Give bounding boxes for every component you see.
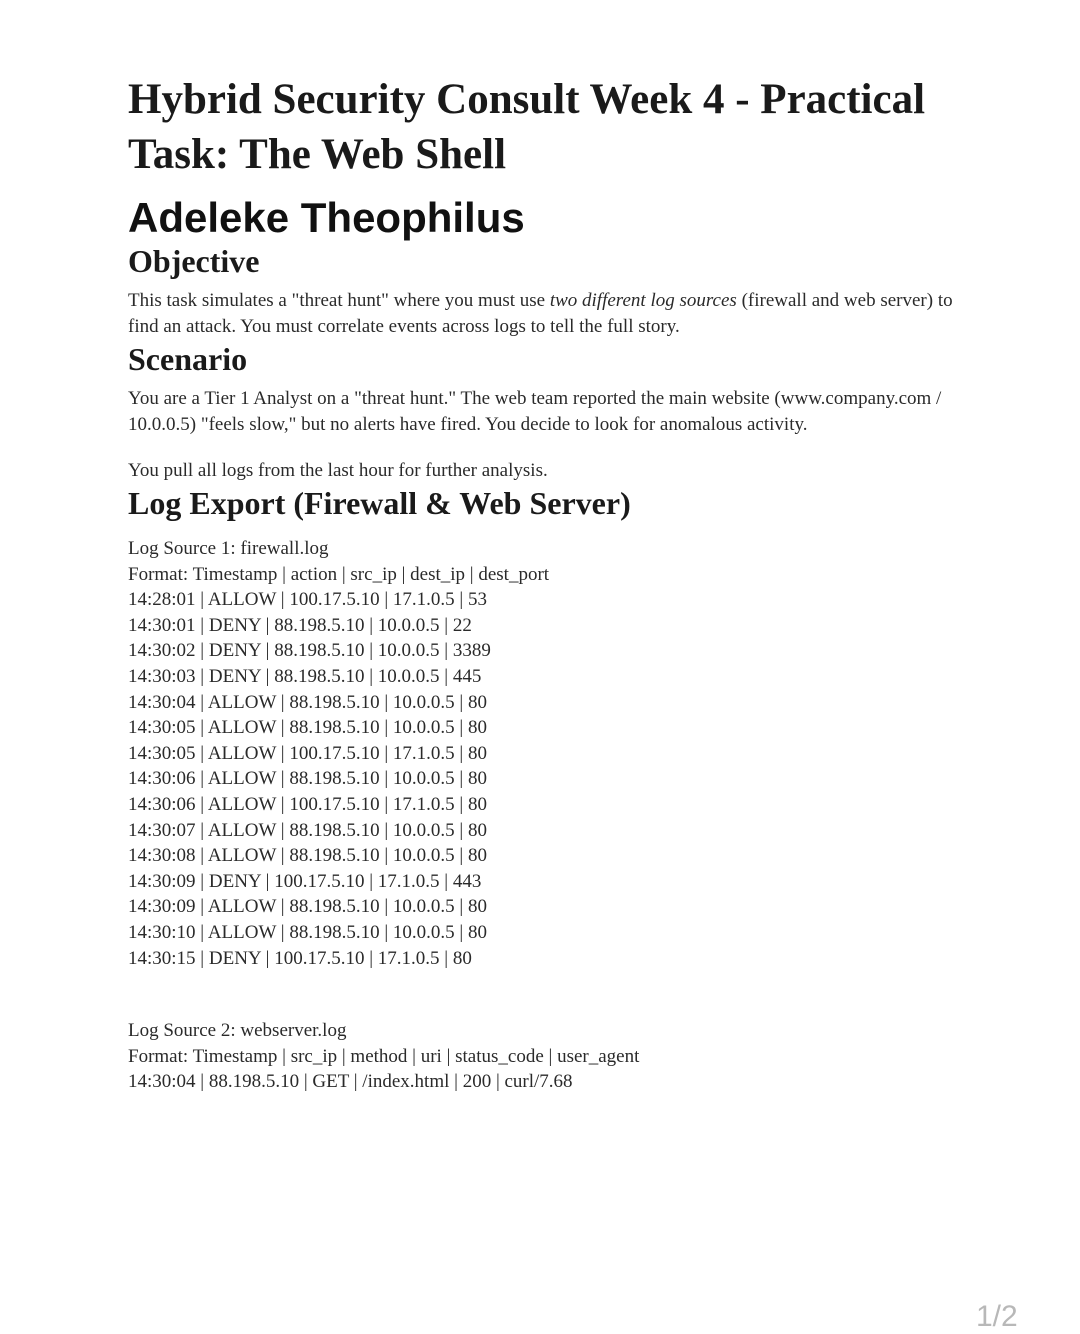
- firewall-log-entry: 14:28:01 | ALLOW | 100.17.5.10 | 17.1.0.5 | 53: [128, 589, 487, 611]
- firewall-log-entry: 14:30:06 | ALLOW | 100.17.5.10 | 17.1.0.5 | 80: [128, 793, 487, 815]
- page-indicator: 1/2: [976, 1300, 1018, 1333]
- author-name: Adeleke Theophilus: [128, 194, 525, 241]
- firewall-log-lines: [128, 587, 958, 971]
- firewall-log-block: [128, 536, 958, 971]
- firewall-log-source: Log Source 1: firewall.log: [128, 538, 329, 559]
- scenario-paragraph-1: You are a Tier 1 Analyst on a "threat hunt." The web team reported the main website (www.company.com / 10.0.0.5) "feels slow," but no alerts have fired. You decide to look for anomalous activity.: [128, 388, 942, 435]
- firewall-log-entry: 14:30:09 | ALLOW | 88.198.5.10 | 10.0.0.5 | 80: [128, 896, 487, 918]
- document-page: [128, 72, 958, 1095]
- firewall-log-entry: 14:30:05 | ALLOW | 100.17.5.10 | 17.1.0.5 | 80: [128, 742, 487, 764]
- firewall-log-entry: 14:30:09 | DENY | 100.17.5.10 | 17.1.0.5 | 443: [128, 870, 482, 892]
- firewall-log-entry: 14:30:06 | ALLOW | 88.198.5.10 | 10.0.0.5 | 80: [128, 768, 487, 790]
- firewall-log-entry: 14:30:02 | DENY | 88.198.5.10 | 10.0.0.5 | 3389: [128, 640, 491, 662]
- objective-heading: Objective: [128, 243, 260, 279]
- firewall-log-entry: 14:30:04 | ALLOW | 88.198.5.10 | 10.0.0.5 | 80: [128, 691, 487, 713]
- firewall-log-entry: 14:30:07 | ALLOW | 88.198.5.10 | 10.0.0.5 | 80: [128, 819, 487, 841]
- firewall-log-entry: 14:30:10 | ALLOW | 88.198.5.10 | 10.0.0.5 | 80: [128, 921, 487, 943]
- firewall-log-entry: 14:30:15 | DENY | 100.17.5.10 | 17.1.0.5 | 80: [128, 947, 472, 969]
- scenario-paragraph-2: You pull all logs from the last hour for further analysis.: [128, 460, 548, 481]
- objective-emphasis: two different log sources: [549, 290, 737, 311]
- webserver-log-lines: [128, 1069, 958, 1095]
- webserver-log-entry: 14:30:04 | 88.198.5.10 | GET | /index.html | 200 | curl/7.68: [128, 1071, 573, 1093]
- objective-paragraph: [128, 288, 958, 340]
- scenario-heading: Scenario: [128, 341, 248, 377]
- objective-text-after: (firewall and web server) to find an attack. You must correlate events across logs to tell the full story.: [128, 290, 953, 337]
- objective-text-before: This task simulates a "threat hunt" where you must use: [128, 290, 550, 311]
- webserver-log-block: [128, 1018, 958, 1095]
- document-title: Hybrid Security Consult Week 4 - Practical Task: The Web Shell: [128, 76, 926, 178]
- firewall-log-format: Format: Timestamp | action | src_ip | dest_ip | dest_port: [128, 563, 550, 585]
- firewall-log-entry: 14:30:08 | ALLOW | 88.198.5.10 | 10.0.0.5 | 80: [128, 845, 487, 867]
- firewall-log-entry: 14:30:03 | DENY | 88.198.5.10 | 10.0.0.5 | 445: [128, 665, 482, 687]
- firewall-log-entry: 14:30:01 | DENY | 88.198.5.10 | 10.0.0.5 | 22: [128, 614, 472, 636]
- webserver-log-source: Log Source 2: webserver.log: [128, 1020, 347, 1042]
- log-export-heading: Log Export (Firewall & Web Server): [128, 485, 631, 521]
- webserver-log-format: Format: Timestamp | src_ip | method | uri | status_code | user_agent: [128, 1045, 640, 1067]
- firewall-log-entry: 14:30:05 | ALLOW | 88.198.5.10 | 10.0.0.5 | 80: [128, 717, 487, 739]
